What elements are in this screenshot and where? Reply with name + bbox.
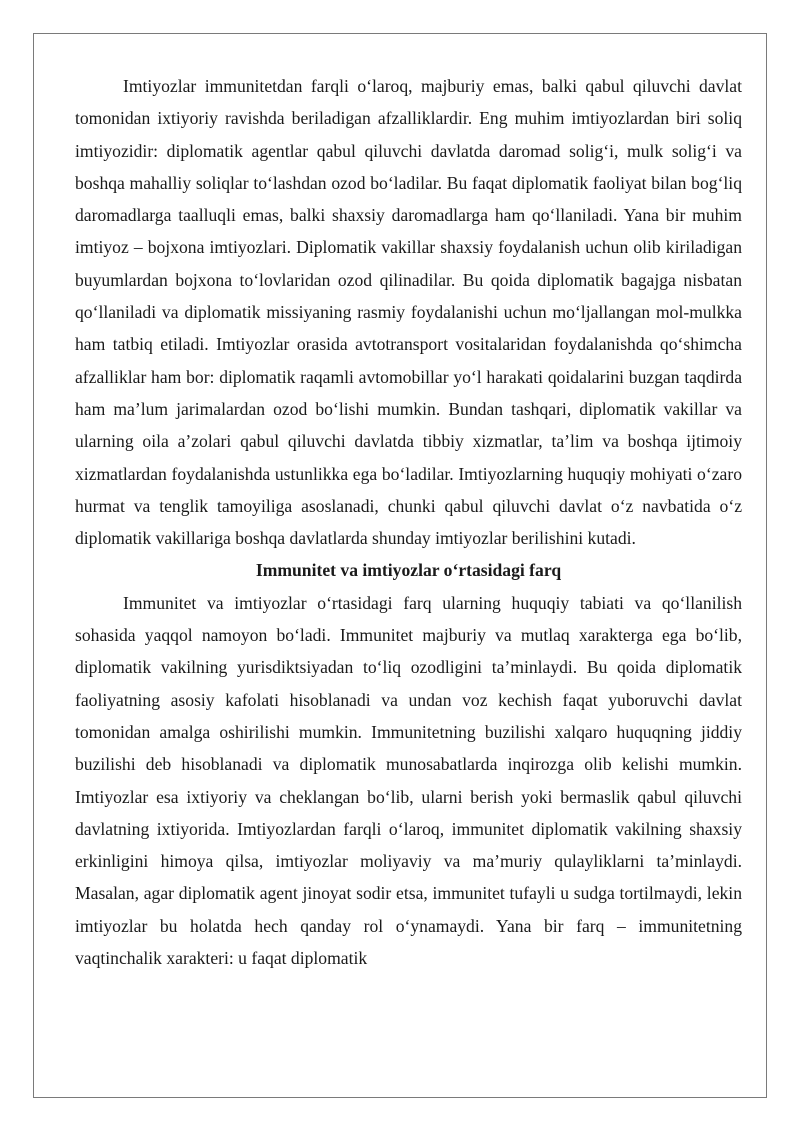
section-heading: Immunitet va imtiyozlar o‘rtasidagi farq <box>255 560 562 581</box>
paragraph-privileges: Imtiyozlar immunitetdan farqli o‘laroq, majburiy emas, balki qabul qiluvchi davlat tomonidan ixtiyoriy ravishda beriladigan afzalliklardir. Eng muhim imtiyozlardan biri soliq imtiyozidir: diplomatik agentlar qabul qiluvchi davlatda daromad solig‘i, mulk solig‘i va boshqa mahalliy soliqlar to‘lashdan ozod bo‘ladilar. Bu faqat diplomatik faoliyat bilan bog‘liq daromadlarga taalluqli emas, balki shaxsiy daromadlarga ham qo‘llaniladi. Yana bir muhim imtiyoz – bojxona imtiyozlari. Diplomatik vakillar shaxsiy foydalanish uchun olib kiriladigan buyumlardan bojxona to‘lovlaridan ozod qilinadilar. Bu qoida diplomatik bagajga nisbatan qo‘llaniladi va diplomatik missiyaning rasmiy foydalanishi uchun mo‘ljallangan mol-mulkka ham tatbiq etiladi. Imtiyozlar orasida avtotransport vositalaridan foydalanishda qo‘shimcha afzalliklar ham bor: diplomatik raqamli avtomobillar yo‘l harakati qoidalarini buzgan taqdirda ham ma’lum jarimalardan ozod bo‘lishi mumkin. Bundan tashqari, diplomatik vakillar va ularning oila a’zolari qabul qiluvchi davlatda tibbiy xizmatlar, ta’lim va boshqa ijtimoiy xizmatlardan foydalanishda ustunlikka ega bo‘ladilar. Imtiyozlarning huquqiy mohiyati o‘zaro hurmat va tenglik tamoyiliga asoslanadi, chunki qabul qiluvchi davlat o‘z navbatida o‘z diplomatik vakillariga boshqa davlatlarda shunday imtiyozlar berilishini kutadi. <box>75 76 742 549</box>
paragraph-difference: Immunitet va imtiyozlar o‘rtasidagi farq ularning huquqiy tabiati va qo‘llanilish sohasida yaqqol namoyon bo‘ladi. Immunitet majburiy va mutlaq xarakterga ega bo‘lib, diplomatik vakilning yurisdiktsiyadan to‘liq ozodligini ta’minlaydi. Bu qoida diplomatik faoliyatning asosiy kafolati hisoblanadi va undan voz kechish faqat yuboruvchi davlat tomonidan amalga oshirilishi mumkin. Immunitetning buzilishi xalqaro huquqning jiddiy buzilishi deb hisoblanadi va diplomatik munosabatlarda inqirozga olib kelishi mumkin. Imtiyozlar esa ixtiyoriy va cheklangan bo‘lib, ularni berish yoki bermaslik qabul qiluvchi davlatning ixtiyorida. Imtiyozlardan farqli o‘laroq, immunitet diplomatik vakilning shaxsiy erkinligini himoya qilsa, imtiyozlar moliyaviy va ma’muriy qulayliklarni ta’minlaydi. Masalan, agar diplomatik agent jinoyat sodir etsa, immunitet tufayli u sudga tortilmaydi, lekin imtiyozlar bu holatda hech qanday rol o‘ynamaydi. Yana bir farq – immunitetning vaqtinchalik xarakteri: u faqat diplomatik <box>75 592 742 969</box>
document-body <box>75 70 742 974</box>
